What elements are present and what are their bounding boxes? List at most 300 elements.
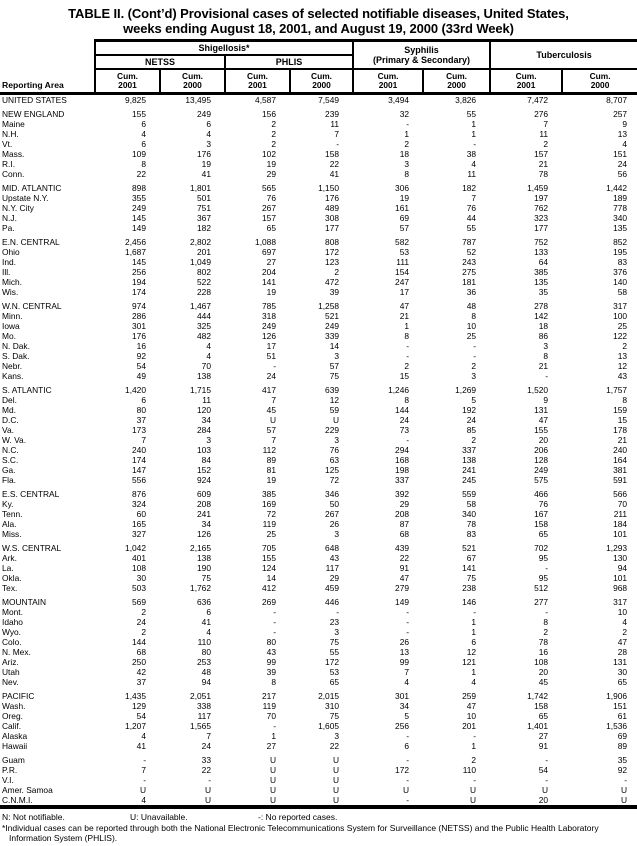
value-cell: 27 bbox=[266, 741, 276, 751]
table-row bbox=[0, 543, 637, 553]
column-header-tb-cum-2001: Cum. 2001 bbox=[490, 69, 562, 94]
value-cell: 39 bbox=[266, 667, 276, 677]
reporting-area-cell: Fla. bbox=[2, 475, 16, 485]
value-cell: 2 bbox=[471, 755, 477, 765]
reporting-area-cell: P.R. bbox=[2, 765, 18, 775]
legend-not-notifiable: N: Not notifiable. bbox=[2, 812, 65, 822]
table-row bbox=[0, 465, 637, 475]
value-cell: - bbox=[406, 435, 410, 445]
value-cell: 1,246 bbox=[388, 385, 410, 395]
value-cell: 566 bbox=[613, 489, 628, 499]
value-cell: 3 bbox=[334, 351, 340, 361]
value-cell: 14 bbox=[329, 341, 340, 351]
value-cell: 182 bbox=[197, 223, 211, 233]
value-cell: 38 bbox=[466, 149, 477, 159]
value-cell: 338 bbox=[197, 701, 211, 711]
reporting-area-cell: Okla. bbox=[2, 573, 22, 583]
value-cell: 69 bbox=[617, 731, 628, 741]
value-cell: 459 bbox=[325, 583, 340, 593]
value-cell: 144 bbox=[395, 405, 410, 415]
value-cell: U bbox=[332, 765, 340, 775]
value-cell: 4 bbox=[471, 159, 477, 169]
reporting-area-cell: Ky. bbox=[2, 499, 14, 509]
value-cell: 95 bbox=[538, 573, 549, 583]
value-cell: 42 bbox=[136, 667, 146, 677]
value-cell: 17 bbox=[399, 287, 410, 297]
value-cell: 21 bbox=[538, 361, 549, 371]
value-cell: 76 bbox=[329, 445, 340, 455]
value-cell: 4 bbox=[622, 139, 628, 149]
value-cell: 7,472 bbox=[527, 95, 549, 105]
value-cell: - bbox=[406, 351, 410, 361]
value-cell: 145 bbox=[132, 257, 146, 267]
value-cell: 2,456 bbox=[125, 237, 146, 247]
table-title-line1: TABLE II. (Cont’d) Provisional cases of selected notifiable diseases, United States, bbox=[68, 6, 569, 21]
value-cell: 275 bbox=[462, 267, 477, 277]
value-cell: 89 bbox=[266, 455, 276, 465]
reporting-area-cell: Wash. bbox=[2, 701, 26, 711]
value-cell: 325 bbox=[197, 321, 211, 331]
value-cell: 49 bbox=[136, 371, 146, 381]
value-cell: 217 bbox=[262, 691, 276, 701]
value-cell: 44 bbox=[466, 213, 477, 223]
table-row bbox=[0, 731, 637, 741]
value-cell: 9 bbox=[622, 119, 628, 129]
reporting-area-cell: W.S. CENTRAL bbox=[2, 543, 62, 553]
value-cell: 6 bbox=[141, 139, 146, 149]
table-row bbox=[0, 395, 637, 405]
value-cell: 72 bbox=[266, 509, 276, 519]
value-cell: - bbox=[406, 775, 410, 785]
value-cell: 1,762 bbox=[190, 583, 211, 593]
value-cell: 385 bbox=[534, 267, 549, 277]
value-cell: U bbox=[469, 785, 477, 795]
value-cell: 125 bbox=[325, 465, 340, 475]
value-cell: 41 bbox=[136, 741, 146, 751]
value-cell: 157 bbox=[534, 149, 549, 159]
value-cell: 25 bbox=[617, 321, 628, 331]
value-cell: 158 bbox=[534, 701, 549, 711]
value-cell: 121 bbox=[462, 657, 477, 667]
value-cell: 702 bbox=[534, 543, 549, 553]
reporting-area-cell: Wis. bbox=[2, 287, 19, 297]
value-cell: 17 bbox=[266, 341, 276, 351]
value-cell: 99 bbox=[399, 657, 410, 667]
value-cell: 7 bbox=[471, 193, 477, 203]
table-title bbox=[0, 0, 637, 36]
value-cell: 165 bbox=[132, 519, 146, 529]
reporting-area-cell: La. bbox=[2, 563, 14, 573]
value-cell: 286 bbox=[132, 311, 146, 321]
value-cell: 201 bbox=[197, 247, 211, 257]
value-cell: 155 bbox=[534, 425, 549, 435]
value-cell: 108 bbox=[132, 563, 146, 573]
value-cell: 25 bbox=[466, 331, 477, 341]
value-cell: 10 bbox=[617, 607, 628, 617]
value-cell: 8 bbox=[404, 331, 410, 341]
value-cell: 1,687 bbox=[125, 247, 146, 257]
legend-row bbox=[2, 812, 637, 823]
table-row bbox=[0, 667, 637, 677]
value-cell: 762 bbox=[534, 203, 549, 213]
reporting-area-cell: Mont. bbox=[2, 607, 23, 617]
value-cell: 29 bbox=[399, 499, 410, 509]
value-cell: 8 bbox=[404, 395, 410, 405]
value-cell: - bbox=[406, 341, 410, 351]
value-cell: 149 bbox=[132, 223, 146, 233]
value-cell: 13 bbox=[617, 351, 628, 361]
value-cell: 76 bbox=[538, 499, 549, 509]
value-cell: - bbox=[406, 755, 410, 765]
value-cell: 18 bbox=[538, 321, 549, 331]
reporting-area-cell: Hawaii bbox=[2, 741, 28, 751]
value-cell: 141 bbox=[262, 277, 276, 287]
value-cell: 249 bbox=[534, 465, 549, 475]
reporting-area-cell: D.C. bbox=[2, 415, 19, 425]
value-cell: 256 bbox=[132, 267, 146, 277]
value-cell: 126 bbox=[262, 331, 276, 341]
value-cell: 3 bbox=[206, 139, 211, 149]
value-cell: 25 bbox=[266, 529, 276, 539]
value-cell: 73 bbox=[399, 425, 410, 435]
value-cell: U bbox=[332, 415, 340, 425]
value-cell: 376 bbox=[613, 267, 628, 277]
column-header-syphilis-cum-2000: Cum. 2000 bbox=[423, 69, 490, 94]
reporting-area-cell: C.N.M.I. bbox=[0, 795, 95, 807]
value-cell: 8 bbox=[543, 351, 549, 361]
value-cell: 19 bbox=[201, 159, 211, 169]
value-cell: 158 bbox=[534, 519, 549, 529]
reporting-area-cell: Maine bbox=[2, 119, 25, 129]
reporting-area-cell: Wyo. bbox=[2, 627, 22, 637]
value-cell: 279 bbox=[395, 583, 410, 593]
value-cell: 250 bbox=[132, 657, 146, 667]
value-cell: 6 bbox=[141, 395, 146, 405]
value-cell: 1,467 bbox=[190, 301, 211, 311]
value-cell: 149 bbox=[395, 597, 410, 607]
value-cell: 32 bbox=[399, 109, 410, 119]
value-cell: 924 bbox=[197, 475, 211, 485]
table-title-line2: weeks ending August 18, 2001, and August 19, 2000 (33rd Week) bbox=[123, 21, 514, 36]
value-cell: 439 bbox=[395, 543, 410, 553]
value-cell: 176 bbox=[325, 193, 340, 203]
table-row bbox=[0, 583, 637, 593]
table-row bbox=[0, 677, 637, 687]
value-cell: - bbox=[406, 731, 410, 741]
value-cell: 259 bbox=[462, 691, 477, 701]
value-cell: 83 bbox=[466, 529, 477, 539]
value-cell: 340 bbox=[613, 213, 628, 223]
table-row bbox=[0, 489, 637, 499]
value-cell: 208 bbox=[395, 509, 410, 519]
notifiable-diseases-table bbox=[0, 39, 637, 809]
value-cell: 267 bbox=[262, 203, 276, 213]
value-cell: 2 bbox=[622, 627, 628, 637]
table-row bbox=[0, 169, 637, 179]
value-cell: 4 bbox=[471, 677, 477, 687]
value-cell: 141 bbox=[462, 563, 477, 573]
reporting-area-cell: N.H. bbox=[2, 129, 19, 139]
value-cell: 19 bbox=[266, 287, 276, 297]
reporting-area-cell: Amer. Samoa bbox=[2, 785, 53, 795]
table-row bbox=[0, 597, 637, 607]
value-cell: 1,715 bbox=[190, 385, 211, 395]
value-cell: 1,459 bbox=[527, 183, 549, 193]
value-cell: 1 bbox=[404, 129, 410, 139]
table-row bbox=[0, 425, 637, 435]
value-cell: 974 bbox=[132, 301, 146, 311]
table-row bbox=[0, 573, 637, 583]
value-cell: 257 bbox=[613, 109, 628, 119]
value-cell: - bbox=[473, 775, 477, 785]
value-cell: 15 bbox=[617, 415, 628, 425]
value-cell: 194 bbox=[132, 277, 146, 287]
value-cell: 129 bbox=[132, 701, 146, 711]
value-cell: 182 bbox=[462, 183, 477, 193]
value-cell: 8 bbox=[543, 617, 549, 627]
value-cell: 2,015 bbox=[318, 691, 340, 701]
value-cell: 53 bbox=[329, 667, 340, 677]
value-cell: 190 bbox=[197, 563, 211, 573]
value-cell: 53 bbox=[399, 247, 410, 257]
value-cell: - bbox=[406, 119, 410, 129]
value-cell: 167 bbox=[534, 509, 549, 519]
value-cell: 12 bbox=[329, 395, 340, 405]
table-body bbox=[0, 94, 637, 808]
value-cell: 323 bbox=[534, 213, 549, 223]
value-cell: 12 bbox=[466, 647, 477, 657]
value-cell: 174 bbox=[132, 455, 146, 465]
value-cell: 339 bbox=[325, 331, 340, 341]
value-cell: 19 bbox=[266, 475, 276, 485]
value-cell: 75 bbox=[329, 371, 340, 381]
value-cell: 7 bbox=[141, 435, 146, 445]
value-cell: 4,587 bbox=[255, 95, 276, 105]
value-cell: 10 bbox=[466, 711, 477, 721]
reporting-area-cell: S. Dak. bbox=[2, 351, 30, 361]
value-cell: 69 bbox=[399, 213, 410, 223]
syphilis-group-header bbox=[353, 41, 490, 70]
value-cell: 1,401 bbox=[527, 721, 549, 731]
value-cell: 318 bbox=[262, 311, 276, 321]
value-cell: 13 bbox=[617, 129, 628, 139]
value-cell: 9 bbox=[543, 395, 549, 405]
value-cell: 91 bbox=[538, 741, 549, 751]
value-cell: 7 bbox=[271, 395, 276, 405]
table-row bbox=[0, 627, 637, 637]
value-cell: 130 bbox=[613, 553, 628, 563]
value-cell: 249 bbox=[132, 203, 146, 213]
value-cell: 122 bbox=[613, 331, 628, 341]
table-row bbox=[0, 331, 637, 341]
value-cell: 1,049 bbox=[190, 257, 211, 267]
value-cell: 57 bbox=[399, 223, 410, 233]
value-cell: 1,293 bbox=[606, 543, 628, 553]
value-cell: U bbox=[332, 785, 340, 795]
value-cell: 1 bbox=[271, 731, 276, 741]
value-cell: - bbox=[406, 617, 410, 627]
phlis-subgroup-header: PHLIS bbox=[225, 55, 353, 69]
value-cell: 239 bbox=[325, 109, 340, 119]
value-cell: 228 bbox=[197, 287, 211, 297]
value-cell: 22 bbox=[399, 553, 410, 563]
value-cell: 26 bbox=[399, 637, 410, 647]
value-cell: 256 bbox=[395, 721, 410, 731]
reporting-area-cell: Ariz. bbox=[2, 657, 19, 667]
value-cell: 161 bbox=[395, 203, 410, 213]
value-cell: 70 bbox=[266, 711, 276, 721]
value-cell: 85 bbox=[466, 425, 477, 435]
value-cell: 277 bbox=[534, 597, 549, 607]
value-cell: 23 bbox=[329, 617, 340, 627]
value-cell: 178 bbox=[613, 425, 628, 435]
value-cell: 24 bbox=[617, 159, 628, 169]
value-cell: - bbox=[273, 607, 276, 617]
value-cell: 145 bbox=[132, 213, 146, 223]
value-cell: 22 bbox=[329, 159, 340, 169]
value-cell: 472 bbox=[325, 277, 340, 287]
value-cell: U bbox=[402, 785, 410, 795]
value-cell: 146 bbox=[462, 597, 477, 607]
value-cell: 778 bbox=[613, 203, 628, 213]
reporting-area-cell: PACIFIC bbox=[2, 691, 35, 701]
value-cell: - bbox=[143, 775, 146, 785]
table-header bbox=[0, 41, 637, 94]
value-cell: 317 bbox=[613, 301, 628, 311]
table-row bbox=[0, 741, 637, 751]
table-row bbox=[0, 785, 637, 795]
value-cell: U bbox=[160, 795, 225, 807]
value-cell: 18 bbox=[399, 149, 410, 159]
table-row bbox=[0, 553, 637, 563]
value-cell: 1 bbox=[471, 119, 477, 129]
value-cell: 591 bbox=[613, 475, 628, 485]
value-cell: 306 bbox=[395, 183, 410, 193]
value-cell: 3 bbox=[543, 341, 549, 351]
value-cell: 55 bbox=[466, 109, 477, 119]
table-row bbox=[0, 109, 637, 119]
value-cell: 412 bbox=[262, 583, 276, 593]
value-cell: 2 bbox=[404, 361, 410, 371]
value-cell: 2 bbox=[334, 267, 340, 277]
value-cell: 7 bbox=[271, 435, 276, 445]
value-cell: 144 bbox=[132, 637, 146, 647]
value-cell: - bbox=[273, 721, 276, 731]
value-cell: 47 bbox=[399, 301, 410, 311]
value-cell: 7 bbox=[141, 765, 146, 775]
value-cell: 103 bbox=[197, 445, 211, 455]
value-cell: 47 bbox=[617, 637, 628, 647]
table-row bbox=[0, 721, 637, 731]
value-cell: 5 bbox=[471, 395, 477, 405]
value-cell: 2 bbox=[271, 119, 276, 129]
reporting-area-cell: Nebr. bbox=[2, 361, 23, 371]
value-cell: 29 bbox=[266, 169, 276, 179]
value-cell: U bbox=[332, 755, 340, 765]
value-cell: U bbox=[269, 755, 276, 765]
value-cell: 2 bbox=[271, 139, 276, 149]
reporting-area-cell: Tex. bbox=[2, 583, 18, 593]
value-cell: 133 bbox=[534, 247, 549, 257]
value-cell: 2 bbox=[141, 607, 146, 617]
value-cell: 249 bbox=[325, 321, 340, 331]
value-cell: 240 bbox=[132, 445, 146, 455]
value-cell: 91 bbox=[399, 563, 410, 573]
value-cell: 174 bbox=[132, 287, 146, 297]
value-cell: 54 bbox=[136, 361, 146, 371]
value-cell: 294 bbox=[395, 445, 410, 455]
value-cell: 8 bbox=[271, 677, 276, 687]
value-cell: 110 bbox=[197, 637, 211, 647]
value-cell: 109 bbox=[132, 149, 146, 159]
value-cell: 238 bbox=[462, 583, 477, 593]
value-cell: 1 bbox=[404, 321, 410, 331]
value-cell: 16 bbox=[136, 341, 146, 351]
value-cell: 27 bbox=[538, 731, 549, 741]
value-cell: 337 bbox=[395, 475, 410, 485]
value-cell: 124 bbox=[262, 563, 276, 573]
value-cell: - bbox=[336, 139, 340, 149]
value-cell: 5 bbox=[404, 711, 410, 721]
value-cell: 52 bbox=[466, 247, 477, 257]
value-cell: 3 bbox=[334, 529, 340, 539]
value-cell: 111 bbox=[396, 257, 410, 267]
value-cell: 324 bbox=[132, 499, 146, 509]
value-cell: 648 bbox=[325, 543, 340, 553]
value-cell: 211 bbox=[613, 509, 628, 519]
value-cell: 65 bbox=[538, 711, 549, 721]
value-cell: 64 bbox=[538, 257, 549, 267]
value-cell: 75 bbox=[466, 573, 477, 583]
table-row bbox=[0, 637, 637, 647]
value-cell: 249 bbox=[197, 109, 211, 119]
value-cell: 29 bbox=[329, 573, 340, 583]
value-cell: 575 bbox=[534, 475, 549, 485]
value-cell: 355 bbox=[132, 193, 146, 203]
value-cell: 172 bbox=[395, 765, 410, 775]
table-row bbox=[0, 445, 637, 455]
value-cell: 80 bbox=[266, 637, 276, 647]
reporting-area-cell: Alaska bbox=[2, 731, 28, 741]
value-cell: 14 bbox=[266, 573, 276, 583]
value-cell: - bbox=[545, 755, 549, 765]
value-cell: 6 bbox=[404, 741, 410, 751]
value-cell: 78 bbox=[466, 519, 477, 529]
value-cell: 385 bbox=[262, 489, 276, 499]
value-cell: 489 bbox=[325, 203, 340, 213]
table-row bbox=[0, 775, 637, 785]
value-cell: 1,420 bbox=[125, 385, 146, 395]
value-cell: 636 bbox=[197, 597, 211, 607]
value-cell: U bbox=[204, 785, 211, 795]
value-cell: 20 bbox=[538, 667, 549, 677]
value-cell: 147 bbox=[132, 465, 146, 475]
value-cell: - bbox=[545, 371, 549, 381]
value-cell: 444 bbox=[197, 311, 211, 321]
value-cell: 346 bbox=[325, 489, 340, 499]
value-cell: 87 bbox=[399, 519, 410, 529]
value-cell: 184 bbox=[613, 519, 628, 529]
value-cell: - bbox=[473, 139, 477, 149]
value-cell: 284 bbox=[197, 425, 211, 435]
value-cell: 100 bbox=[613, 311, 628, 321]
value-cell: 4 bbox=[206, 351, 211, 361]
value-cell: U bbox=[269, 415, 276, 425]
table-row bbox=[0, 519, 637, 529]
value-cell: U bbox=[332, 775, 340, 785]
value-cell: 195 bbox=[613, 247, 628, 257]
value-cell: 155 bbox=[262, 553, 276, 563]
